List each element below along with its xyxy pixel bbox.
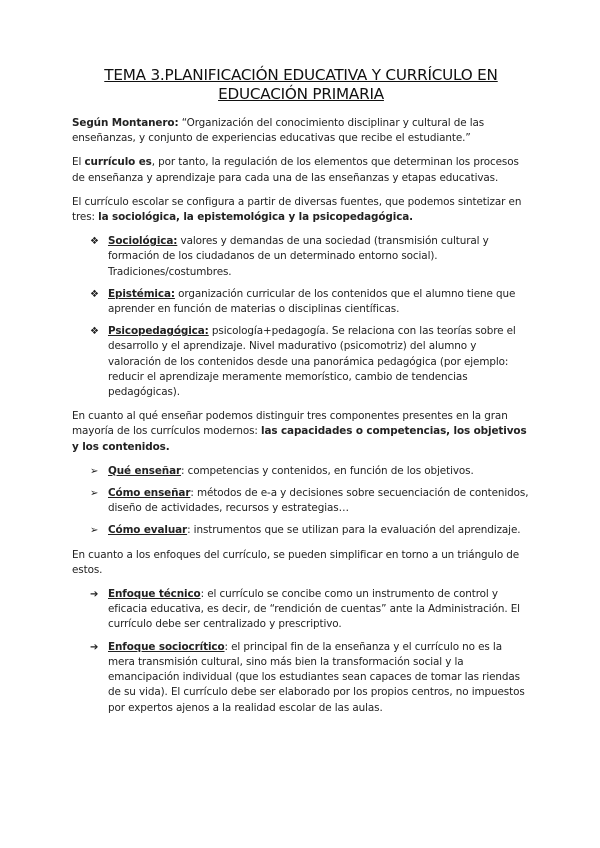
p2-post: , por tanto, la regulación de los elementos que determinan los procesos de enseñanza y aprendizaje para cada una de las enseñanzas y etapas educativas. (72, 156, 519, 184)
list-item-text: : el currículo se concibe como un instrumento de control y eficacia educativa, es decir, de “rendición de cuentas” ante la Administración. El currículo debe ser centralizado y prescriptivo. (108, 588, 520, 631)
list-item (72, 640, 530, 716)
diamond-bullet-icon: ❖ (90, 236, 99, 248)
page-title: TEMA 3.PLANIFICACIÓN EDUCATIVA Y CURRÍCULO EN EDUCACIÓN PRIMARIA (104, 66, 498, 103)
list-item-text: psicología+pedagogía. Se relaciona con las teorías sobre el desarrollo y el aprendizaje. Nivel madurativo (psicomotriz) del alumno y valoración de los contenidos desde una panorámica pedagógica (por ejemplo: reducir el aprendizaje meramente memorístico, cambio de tendencias pedagógicas). (108, 325, 516, 399)
arrowhead-bullet-icon: ➢ (90, 525, 99, 537)
intro-quote: “Organización del conocimiento disciplinar y cultural de las enseñanzas, y conjunto de experiencias educativas que recibe el estudiante.” (72, 117, 485, 145)
list-item (72, 587, 530, 633)
list-item (72, 464, 530, 479)
list-item (72, 523, 530, 538)
list-item (72, 486, 530, 516)
list-item-text: : instrumentos que se utilizan para la evaluación del aprendizaje. (187, 524, 521, 537)
approaches-list (72, 587, 530, 716)
arrow-bullet-icon: ➔ (90, 641, 99, 653)
p2-pre: El (72, 156, 85, 169)
list-item-label: Enfoque sociocrítico (108, 640, 225, 653)
p4-pre: En cuanto al qué enseñar podemos distinguir tres componentes presentes en la gran mayoría de los currículos modernos: (72, 410, 508, 438)
diamond-bullet-icon: ❖ (90, 288, 99, 300)
p2-bold: currículo es (84, 156, 152, 169)
list-item-text: : el principal fin de la enseñanza y el currículo no es la mera transmisión cultural, sino más bien la transformación social y la emancipación individual (que los estudiantes sean capaces de tomar las riendas de su vida). El currículo debe ser elaborado por los propios centros, no impuestos por expertos ajenos a la realidad escolar de las aulas. (108, 640, 525, 714)
list-item-text: : competencias y contenidos, en función de los objetivos. (181, 464, 474, 477)
p4-bold: las capacidades o competencias, los objetivos y los contenidos. (72, 425, 527, 453)
list-item-label: Enfoque técnico (108, 588, 201, 601)
list-item-label: Sociológica: (108, 235, 178, 248)
list-item-label: Qué enseñar (108, 464, 182, 477)
sources-paragraph (72, 195, 530, 225)
p3-pre: El currículo escolar se configura a partir de diversas fuentes, que podemos sintetizar en tres: (72, 195, 522, 224)
approaches-paragraph: En cuanto a los enfoques del currículo, se pueden simplificar en torno a un triángulo de estos. (72, 548, 520, 576)
curriculum-definition-paragraph (72, 155, 530, 185)
list-item-label: Cómo evaluar (108, 524, 188, 537)
arrow-bullet-icon: ➔ (90, 589, 99, 601)
list-item (72, 287, 530, 317)
sources-list (72, 234, 530, 400)
list-item-text: : métodos de e-a y decisiones sobre secuenciación de contenidos, diseño de actividades, recursos y estrategias… (108, 487, 529, 515)
arrowhead-bullet-icon: ➢ (90, 465, 99, 477)
components-paragraph (72, 409, 530, 455)
list-item-text: valores y demandas de una sociedad (transmisión cultural y formación de los ciudadanos de un determinado entorno social). Tradiciones/costumbres. (108, 235, 489, 278)
arrowhead-bullet-icon: ➢ (90, 488, 99, 500)
intro-paragraph (72, 116, 530, 146)
list-item-label: Psicopedagógica: (108, 325, 209, 338)
list-item (72, 234, 530, 280)
list-item (72, 324, 530, 400)
list-item-label: Cómo enseñar (108, 487, 191, 500)
list-item-label: Epistémica: (108, 287, 175, 300)
diamond-bullet-icon: ❖ (90, 326, 99, 338)
document-page (72, 66, 530, 725)
list-item-text: organización curricular de los contenidos que el alumno tiene que aprender en función de materias o disciplinas científicas. (108, 287, 516, 316)
components-list (72, 464, 530, 539)
intro-author-label: Según Montanero: (72, 117, 179, 129)
p3-bold: la sociológica, la epistemológica y la psicopedagógica. (98, 211, 414, 224)
